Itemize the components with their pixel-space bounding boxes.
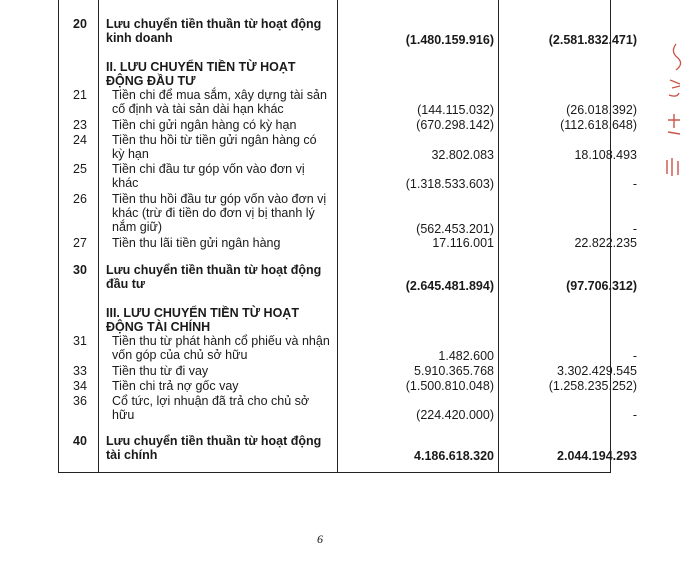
value-previous: (2.581.832.471) bbox=[548, 33, 637, 47]
row-label: Tiền thu từ đi vay bbox=[112, 364, 209, 378]
row-code: 33 bbox=[73, 364, 87, 378]
value-current: 1.482.600 bbox=[438, 349, 494, 363]
value-current: (670.298.142) bbox=[416, 118, 494, 132]
value-current: 17.116.001 bbox=[432, 236, 494, 250]
value-current: (1.480.159.916) bbox=[405, 33, 494, 47]
value-current: (2.645.481.894) bbox=[405, 279, 494, 293]
value-previous: 22.822.235 bbox=[574, 236, 637, 250]
red-stamp-marks bbox=[658, 40, 688, 210]
row-code: 26 bbox=[73, 192, 87, 206]
value-current: (144.115.032) bbox=[417, 103, 494, 117]
row-code: 34 bbox=[73, 379, 87, 393]
row-label: Lưu chuyển tiền thuần từ hoạt động kinh doanh bbox=[106, 17, 322, 45]
row-code: 36 bbox=[73, 394, 87, 408]
value-previous: 2.044.194.293 bbox=[557, 449, 637, 463]
value-previous: (26.018.392) bbox=[566, 103, 637, 117]
row-code: 40 bbox=[73, 434, 87, 448]
value-current: 4.186.618.320 bbox=[414, 449, 494, 463]
value-current: (1.500.810.048) bbox=[405, 379, 494, 393]
row-code: 24 bbox=[73, 133, 87, 147]
row-code: 30 bbox=[73, 263, 87, 277]
row-code: 21 bbox=[73, 88, 87, 102]
column-divider bbox=[98, 0, 99, 473]
row-label: Lưu chuyển tiền thuần từ hoạt động tài chính bbox=[106, 434, 322, 462]
row-code: 20 bbox=[73, 17, 87, 31]
row-label: Tiền thu lãi tiền gửi ngân hàng bbox=[112, 236, 281, 250]
value-previous: (1.258.235.252) bbox=[548, 379, 637, 393]
value-previous: 3.302.429.545 bbox=[557, 364, 637, 378]
row-label: Tiền chi để mua sắm, xây dựng tài sản cố định và tài sản dài hạn khác bbox=[112, 88, 327, 116]
row-label: Tiền thu hồi từ tiền gửi ngân hàng có kỳ hạn bbox=[112, 133, 317, 161]
value-previous: - bbox=[632, 408, 637, 422]
value-previous: - bbox=[632, 349, 637, 363]
section-heading: III. LƯU CHUYỂN TIỀN TỪ HOẠT ĐỘNG TÀI CHÍNH bbox=[106, 306, 299, 334]
row-code: 23 bbox=[73, 118, 87, 132]
page-number: 6 bbox=[317, 532, 323, 546]
row-label: Tiền chi trả nợ gốc vay bbox=[112, 379, 239, 393]
column-divider bbox=[498, 0, 499, 473]
value-previous: 18.108.493 bbox=[574, 148, 637, 162]
value-previous: (112.618.648) bbox=[560, 118, 637, 132]
value-previous: - bbox=[632, 222, 637, 236]
column-divider bbox=[337, 0, 338, 473]
section-heading: II. LƯU CHUYỂN TIỀN TỪ HOẠT ĐỘNG ĐẦU TƯ bbox=[106, 60, 296, 88]
row-label: Tiền chi đầu tư góp vốn vào đơn vị khác bbox=[112, 162, 305, 190]
value-current: 5.910.365.768 bbox=[414, 364, 494, 378]
row-label: Lưu chuyển tiền thuần từ hoạt động đầu tư bbox=[106, 263, 322, 291]
value-current: 32.802.083 bbox=[431, 148, 494, 162]
value-current: (224.420.000) bbox=[416, 408, 494, 422]
row-label: Tiền chi gửi ngân hàng có kỳ hạn bbox=[112, 118, 297, 132]
row-code: 27 bbox=[73, 236, 87, 250]
row-label: Tiền thu hồi đầu tư góp vốn vào đơn vị khác (trừ đi tiền do đơn vị bị thanh lý nắm giữ) bbox=[112, 192, 327, 234]
row-code: 25 bbox=[73, 162, 87, 176]
value-current: (1.318.533.603) bbox=[405, 177, 494, 191]
value-current: (562.453.201) bbox=[416, 222, 494, 236]
row-label: Tiền thu từ phát hành cổ phiếu và nhận vốn góp của chủ sở hữu bbox=[112, 334, 330, 362]
value-previous: - bbox=[632, 177, 637, 191]
value-previous: (97.706.312) bbox=[566, 279, 637, 293]
row-label: Cổ tức, lợi nhuận đã trả cho chủ sở hữu bbox=[112, 394, 310, 422]
row-code: 31 bbox=[73, 334, 87, 348]
